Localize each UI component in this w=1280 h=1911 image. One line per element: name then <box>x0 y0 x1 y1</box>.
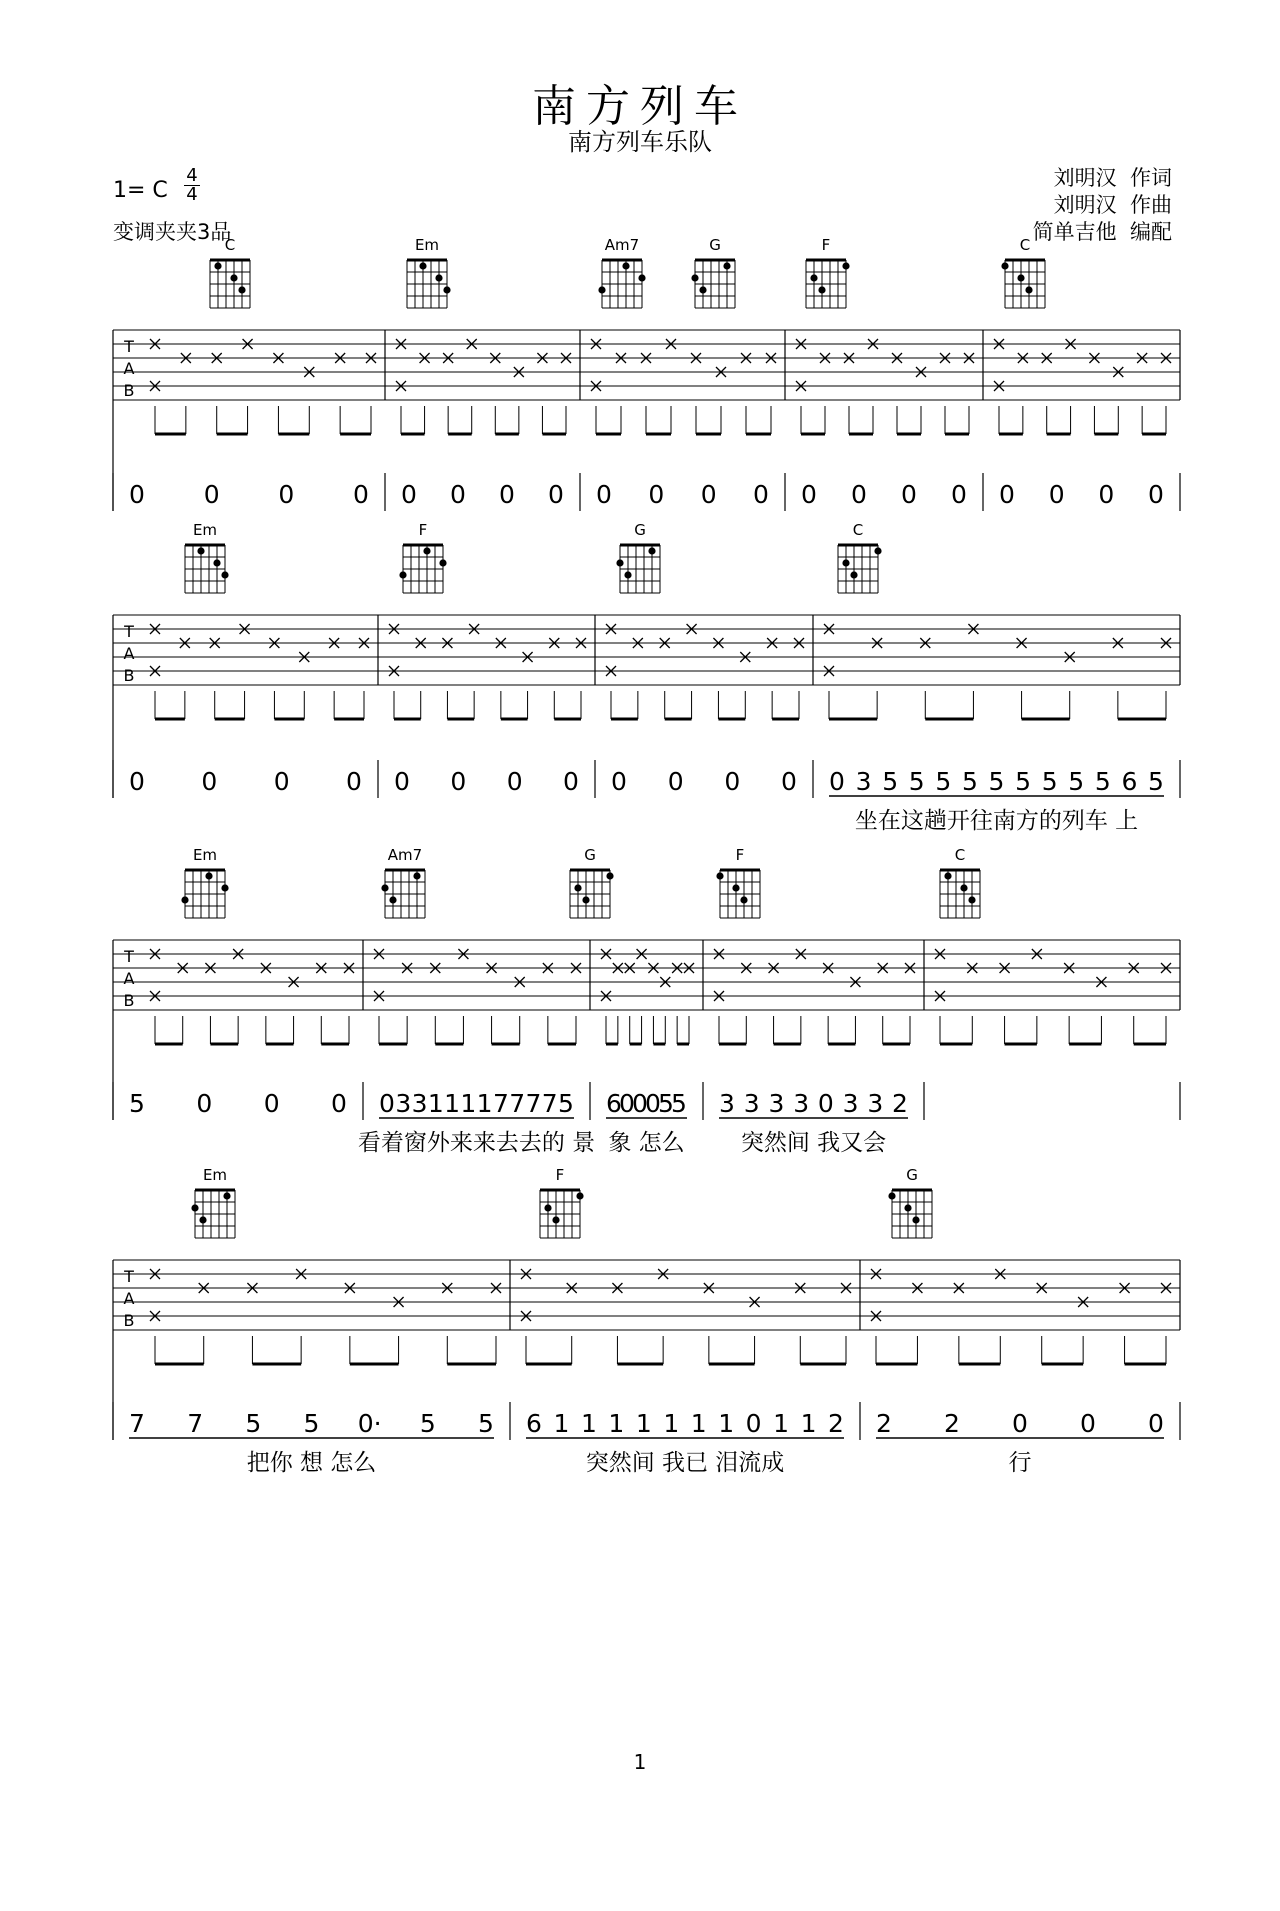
jianpu-note: 0 <box>667 767 684 796</box>
chord-diagram-3-5 <box>940 846 980 918</box>
jianpu-note: 5 <box>1041 767 1058 796</box>
chord-diagram-3-3 <box>570 846 614 918</box>
jianpu-note: 0 <box>619 1089 635 1118</box>
key-signature: 1= C <box>113 178 168 203</box>
jianpu-note: 1 <box>460 1089 477 1118</box>
chord-finger-dot <box>576 1192 583 1199</box>
jianpu-note: 7 <box>492 1089 509 1118</box>
chord-finger-dot <box>850 571 857 578</box>
chord-diagram-1-3 <box>598 236 645 308</box>
capo-note: 变调夹夹3品 <box>113 220 232 244</box>
jianpu-note: 0 <box>201 767 218 796</box>
chord-diagram-1-4 <box>691 236 735 308</box>
chord-diagram-3-2 <box>381 846 425 918</box>
jianpu-note: 0 <box>999 480 1015 509</box>
jianpu-note: 0 <box>1148 1409 1164 1438</box>
tab-clef-b: B <box>123 381 135 400</box>
tab-clef-t: T <box>124 1267 134 1286</box>
chord-name: Em <box>192 846 218 864</box>
jianpu-note: 5 <box>419 1409 436 1438</box>
jianpu-note: 3 <box>867 1089 884 1118</box>
chord-name: Em <box>202 1166 228 1184</box>
chord-name: C <box>224 236 236 254</box>
jianpu-note: 0 <box>331 1089 347 1118</box>
jianpu-note: 5 <box>129 1089 145 1118</box>
jianpu-note: 0 <box>401 480 417 509</box>
jianpu-note: 5 <box>303 1409 320 1438</box>
chord-diagram-4-1 <box>191 1166 235 1238</box>
jianpu-note: 5 <box>908 767 925 796</box>
jianpu-note: 0 <box>278 480 295 509</box>
chord-finger-dot <box>691 274 698 281</box>
tab-clef-b: B <box>123 991 135 1010</box>
chord-diagram-1-1 <box>210 236 250 308</box>
chord-finger-dot <box>238 286 245 293</box>
jianpu-note: 0 <box>817 1089 834 1118</box>
chord-finger-dot <box>1017 274 1024 281</box>
chord-finger-dot <box>223 1192 230 1199</box>
jianpu-note: 5 <box>882 767 899 796</box>
jianpu-note: 3 <box>411 1089 428 1118</box>
chord-finger-dot <box>423 547 430 554</box>
chord-diagram-3-1 <box>181 846 228 918</box>
chord-name: F <box>418 521 428 539</box>
jianpu-note: 0 <box>1012 1409 1028 1438</box>
system-3 <box>113 846 1180 1156</box>
jianpu-note: 0 <box>1048 480 1065 509</box>
jianpu-note: 6 <box>526 1409 542 1438</box>
jianpu-note: 0 <box>596 480 612 509</box>
jianpu-note: 0 <box>632 1089 648 1118</box>
chord-finger-dot <box>723 262 730 269</box>
chord-finger-dot <box>842 559 849 566</box>
jianpu-note: 1 <box>427 1089 444 1118</box>
chord-finger-dot <box>544 1204 551 1211</box>
jianpu-note: 0 <box>645 1089 661 1118</box>
chord-name: Am7 <box>604 236 640 254</box>
chord-finger-dot <box>944 872 951 879</box>
chord-finger-dot <box>699 286 706 293</box>
jianpu-note: 5 <box>478 1409 494 1438</box>
lyric-line: 行 <box>1008 1450 1032 1476</box>
system-1 <box>113 236 1180 511</box>
jianpu-note: 0 <box>346 767 362 796</box>
jianpu-note: 1 <box>476 1089 493 1118</box>
chord-finger-dot <box>818 286 825 293</box>
jianpu-note: 0 <box>353 480 369 509</box>
chord-finger-dot <box>443 286 450 293</box>
jianpu-note: 2 <box>892 1089 908 1118</box>
jianpu-note: 0 <box>506 767 523 796</box>
lyric-line: 看着窗外来来去去的 景 <box>357 1130 596 1156</box>
chord-finger-dot <box>616 559 623 566</box>
jianpu-note: 0 <box>196 1089 213 1118</box>
chord-finger-dot <box>732 884 739 891</box>
chord-finger-dot <box>638 274 645 281</box>
jianpu-note: 0 <box>499 480 515 509</box>
chord-finger-dot <box>968 896 975 903</box>
chord-name: C <box>852 521 864 539</box>
jianpu-note: 3 <box>719 1089 735 1118</box>
chord-finger-dot <box>874 547 881 554</box>
jianpu-note: 1 <box>663 1409 680 1438</box>
chord-diagram-1-2 <box>407 236 451 308</box>
jianpu-note: 7 <box>129 1409 145 1438</box>
lyric-line: 把你 想 怎么 <box>246 1450 377 1476</box>
chord-finger-dot <box>413 872 420 879</box>
jianpu-note: 5 <box>961 767 978 796</box>
chord-finger-dot <box>810 274 817 281</box>
chord-finger-dot <box>389 896 396 903</box>
jianpu-note: 0 <box>450 480 466 509</box>
time-signature-top: 4 <box>186 165 198 186</box>
chord-name: G <box>584 846 596 864</box>
jianpu-note: 5 <box>558 1089 574 1118</box>
jianpu-note: 0 <box>851 480 867 509</box>
jianpu-note: 5 <box>988 767 1005 796</box>
tab-clef-a: A <box>123 969 135 988</box>
credit-lyrics: 刘明汉 作词 <box>1053 166 1172 190</box>
lyric-line: 突然间 我又会 <box>740 1130 887 1156</box>
jianpu-note: 0 <box>394 767 410 796</box>
chord-finger-dot <box>230 274 237 281</box>
jianpu-note: 0 <box>951 480 967 509</box>
chord-finger-dot <box>221 571 228 578</box>
chord-name: Em <box>414 236 440 254</box>
artist-name: 南方列车乐队 <box>568 128 712 156</box>
chord-finger-dot <box>205 872 212 879</box>
chord-name: F <box>735 846 745 864</box>
jianpu-note: 6 <box>1121 767 1138 796</box>
jianpu-note: 0 <box>379 1089 395 1118</box>
jianpu-note: 0 <box>263 1089 280 1118</box>
system-2 <box>113 521 1180 834</box>
jianpu-note: 0 <box>1148 480 1164 509</box>
chord-name: Em <box>192 521 218 539</box>
jianpu-note: 0 <box>450 767 467 796</box>
jianpu-note: 0 <box>745 1409 762 1438</box>
jianpu-note: 0 <box>829 767 845 796</box>
chord-name: F <box>821 236 831 254</box>
jianpu-note: 1 <box>608 1409 625 1438</box>
jianpu-note: 0 <box>801 480 817 509</box>
lyric-line: 突然间 我已 泪流成 <box>585 1450 785 1476</box>
chord-finger-dot <box>598 286 605 293</box>
jianpu-note: 1 <box>553 1409 570 1438</box>
jianpu-note: 5 <box>245 1409 262 1438</box>
jianpu-note: 2 <box>944 1409 960 1438</box>
tab-clef-b: B <box>123 666 135 685</box>
chord-finger-dot <box>199 1216 206 1223</box>
chord-diagram-4-2 <box>540 1166 584 1238</box>
lyric-line: 象 怎么 <box>608 1130 685 1156</box>
chord-finger-dot <box>582 896 589 903</box>
chord-finger-dot <box>904 1204 911 1211</box>
time-signature-bottom: 4 <box>186 184 198 205</box>
jianpu-note: 3 <box>793 1089 810 1118</box>
jianpu-note: 0 <box>724 767 741 796</box>
chord-name: F <box>555 1166 565 1184</box>
jianpu-note: 3 <box>395 1089 412 1118</box>
tab-clef-t: T <box>124 947 134 966</box>
chord-diagram-2-2 <box>399 521 446 593</box>
jianpu-note: 0 <box>901 480 917 509</box>
jianpu-note: 0 <box>563 767 579 796</box>
tab-clef-a: A <box>123 644 135 663</box>
jianpu-note: 6 <box>606 1089 622 1118</box>
chord-diagram-1-5 <box>806 236 850 308</box>
chord-finger-dot <box>740 896 747 903</box>
chord-name: C <box>1019 236 1031 254</box>
jianpu-note: 1 <box>635 1409 652 1438</box>
jianpu-note: 3 <box>855 767 872 796</box>
jianpu-note: 0 <box>648 480 665 509</box>
jianpu-note: 1 <box>444 1089 461 1118</box>
jianpu-note: 5 <box>1148 767 1164 796</box>
chord-finger-dot <box>419 262 426 269</box>
tab-clef-a: A <box>123 359 135 378</box>
chord-finger-dot <box>214 262 221 269</box>
jianpu-note: 1 <box>580 1409 597 1438</box>
chord-name: G <box>906 1166 918 1184</box>
jianpu-note: 0 <box>203 480 220 509</box>
chord-finger-dot <box>399 571 406 578</box>
page-number: 1 <box>633 1750 647 1774</box>
chord-finger-dot <box>552 1216 559 1223</box>
jianpu-note: 5 <box>1094 767 1111 796</box>
jianpu-note: 0 <box>700 480 717 509</box>
chord-finger-dot <box>912 1216 919 1223</box>
jianpu-note: 7 <box>525 1089 542 1118</box>
jianpu-note: 1 <box>690 1409 707 1438</box>
jianpu-note: 0 <box>129 767 145 796</box>
jianpu-note: 7 <box>187 1409 204 1438</box>
chord-finger-dot <box>439 559 446 566</box>
jianpu-note: 5 <box>658 1089 674 1118</box>
tab-clef-t: T <box>124 622 134 641</box>
chord-finger-dot <box>435 274 442 281</box>
chord-name: G <box>709 236 721 254</box>
chord-finger-dot <box>381 884 388 891</box>
jianpu-note: 0 <box>753 480 769 509</box>
jianpu-note: 0 <box>548 480 564 509</box>
jianpu-note: 7 <box>541 1089 558 1118</box>
tab-clef-a: A <box>123 1289 135 1308</box>
credit-arrangement: 简单吉他 编配 <box>1032 220 1172 244</box>
jianpu-note: 1 <box>773 1409 790 1438</box>
chord-name: G <box>634 521 646 539</box>
chord-finger-dot <box>181 896 188 903</box>
chord-finger-dot <box>606 872 613 879</box>
jianpu-note: 0 <box>1098 480 1115 509</box>
chord-finger-dot <box>716 872 723 879</box>
jianpu-note: 3 <box>768 1089 785 1118</box>
chord-finger-dot <box>960 884 967 891</box>
jianpu-note: 1 <box>718 1409 735 1438</box>
jianpu-note: 5 <box>1068 767 1085 796</box>
chord-diagram-2-3 <box>616 521 660 593</box>
chord-finger-dot <box>197 547 204 554</box>
chord-name: C <box>954 846 966 864</box>
jianpu-note: 0 <box>781 767 797 796</box>
jianpu-note: 3 <box>743 1089 760 1118</box>
lyric-line: 坐在这趟开往南方的列车 上 <box>854 808 1139 834</box>
jianpu-note: 0 <box>1080 1409 1096 1438</box>
jianpu-note: 3 <box>842 1089 859 1118</box>
jianpu-note: 5 <box>935 767 952 796</box>
chord-diagram-4-3 <box>888 1166 932 1238</box>
chord-finger-dot <box>624 571 631 578</box>
tab-clef-t: T <box>124 337 134 356</box>
jianpu-note: 2 <box>876 1409 892 1438</box>
chord-finger-dot <box>213 559 220 566</box>
chord-name: Am7 <box>387 846 423 864</box>
chord-finger-dot <box>191 1204 198 1211</box>
jianpu-note: 7 <box>509 1089 526 1118</box>
system-4 <box>113 1166 1180 1476</box>
jianpu-note: 0· <box>357 1409 382 1438</box>
jianpu-note: 1 <box>800 1409 817 1438</box>
jianpu-note: 0 <box>273 767 290 796</box>
chord-finger-dot <box>1025 286 1032 293</box>
chord-diagram-2-1 <box>185 521 229 593</box>
jianpu-note: 2 <box>828 1409 844 1438</box>
chord-finger-dot <box>648 547 655 554</box>
song-title: 南方列车 <box>532 81 748 132</box>
chord-finger-dot <box>221 884 228 891</box>
chord-diagram-1-6 <box>1001 236 1045 308</box>
credit-music: 刘明汉 作曲 <box>1053 193 1172 217</box>
tab-clef-b: B <box>123 1311 135 1330</box>
chord-diagram-3-4 <box>716 846 760 918</box>
chord-finger-dot <box>1001 262 1008 269</box>
chord-finger-dot <box>622 262 629 269</box>
chord-diagram-2-4 <box>838 521 882 593</box>
jianpu-note: 0 <box>611 767 627 796</box>
jianpu-note: 0 <box>129 480 145 509</box>
chord-finger-dot <box>888 1192 895 1199</box>
chord-finger-dot <box>842 262 849 269</box>
jianpu-note: 5 <box>671 1089 687 1118</box>
jianpu-note: 5 <box>1015 767 1032 796</box>
chord-finger-dot <box>574 884 581 891</box>
